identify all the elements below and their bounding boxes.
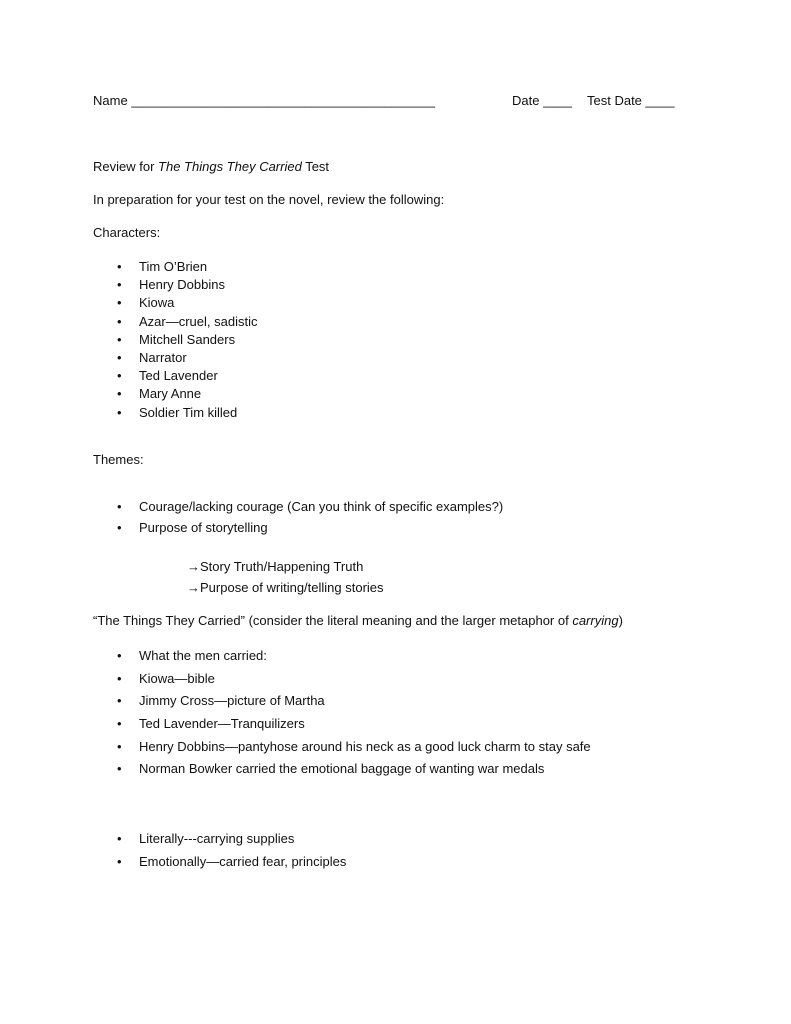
list-item-text: Norman Bowker carried the emotional baggage of wanting war medals	[139, 761, 545, 777]
page-title	[93, 158, 329, 176]
list-item-text: Purpose of storytelling	[139, 520, 268, 535]
bullet-icon: •	[117, 520, 122, 535]
bullet-icon: •	[117, 761, 122, 777]
title-prefix: Review for	[93, 159, 159, 174]
list-item	[93, 713, 591, 736]
list-item-text: What the men carried:	[139, 648, 267, 663]
test-date-blank: ____	[645, 93, 675, 108]
list-item-text: Henry Dobbins	[139, 277, 225, 293]
theme-subitem	[187, 558, 363, 576]
bullet-icon: •	[117, 277, 122, 293]
list-item	[93, 404, 257, 422]
bullet-icon: •	[117, 853, 122, 869]
bullet-icon: •	[117, 648, 122, 663]
list-item	[93, 258, 257, 276]
bullet-icon: •	[117, 313, 122, 329]
list-item	[93, 385, 257, 403]
bullet-icon: •	[117, 404, 122, 420]
list-item-text: Emotionally—carried fear, principles	[139, 853, 347, 869]
list-item-text: Courage/lacking courage (Can you think of specific examples?)	[139, 499, 504, 514]
list-item	[93, 736, 591, 759]
bullet-icon: •	[117, 259, 122, 274]
list-item-text: Ted Lavender	[139, 368, 218, 384]
list-item	[93, 851, 346, 874]
bullet-icon: •	[117, 716, 122, 732]
list-item	[93, 690, 591, 713]
theme-subitem	[187, 579, 384, 597]
list-item-text: Henry Dobbins—pantyhose around his neck as a good luck charm to stay safe	[139, 738, 591, 754]
name-blank: __________________________________________	[131, 93, 435, 108]
arrow-right-icon: →	[187, 580, 200, 595]
bullet-icon: •	[117, 670, 122, 686]
ttc-text-before: “The Things They Carried” (consider the literal meaning and the larger metaphor of	[93, 613, 573, 628]
list-item	[93, 828, 346, 851]
ttc-section-heading	[93, 612, 623, 630]
bullet-icon: •	[117, 386, 122, 402]
ttc-italic-word: carrying	[572, 613, 619, 628]
date-blank: ____	[543, 93, 573, 108]
list-item	[93, 313, 257, 331]
characters-list	[93, 258, 257, 422]
bullet-icon: •	[117, 349, 122, 365]
list-item	[93, 668, 591, 691]
date-label: Date	[512, 93, 540, 108]
subitem-text: Purpose of writing/telling stories	[200, 580, 384, 595]
bullet-icon: •	[117, 693, 122, 709]
bullet-icon: •	[117, 295, 122, 311]
themes-heading: Themes:	[93, 452, 144, 467]
intro-text: In preparation for your test on the novel, review the following:	[93, 192, 445, 207]
bullet-icon: •	[117, 831, 122, 846]
list-item-text: Jimmy Cross—picture of Martha	[139, 693, 325, 709]
list-item-text: Ted Lavender—Tranquilizers	[139, 716, 305, 732]
date-field	[512, 92, 572, 110]
bullet-icon: •	[117, 499, 122, 514]
list-item-text: Kiowa—bible	[139, 670, 215, 686]
list-item	[93, 498, 503, 519]
list-item	[93, 349, 257, 367]
bullet-icon: •	[117, 368, 122, 384]
list-item	[93, 519, 503, 540]
list-item-text: Azar—cruel, sadistic	[139, 313, 258, 329]
list-item	[93, 367, 257, 385]
arrow-right-icon: →	[187, 559, 200, 574]
carried-list	[93, 645, 591, 781]
test-date-label: Test Date	[587, 93, 642, 108]
title-book: The Things They Carried	[158, 159, 302, 174]
list-item-text: Mitchell Sanders	[139, 331, 236, 347]
list-item	[93, 758, 591, 781]
list-item-text: Kiowa	[139, 295, 175, 311]
list-item	[93, 294, 257, 312]
carrying-list	[93, 828, 346, 873]
list-item	[93, 276, 257, 294]
subitem-text: Story Truth/Happening Truth	[200, 559, 364, 574]
list-item-text: Tim O’Brien	[139, 259, 208, 274]
list-item-text: Literally---carrying supplies	[139, 831, 295, 846]
title-suffix: Test	[301, 159, 330, 174]
bullet-icon: •	[117, 331, 122, 347]
test-date-field	[587, 92, 674, 110]
characters-heading: Characters:	[93, 225, 161, 240]
list-item-text: Mary Anne	[139, 386, 202, 402]
name-label: Name	[93, 93, 128, 108]
bullet-icon: •	[117, 738, 122, 754]
list-item-text: Narrator	[139, 349, 187, 365]
list-item-text: Soldier Tim killed	[139, 404, 238, 420]
ttc-text-after: )	[618, 613, 623, 628]
list-item	[93, 331, 257, 349]
list-item	[93, 645, 591, 668]
name-field	[93, 92, 435, 110]
themes-list	[93, 498, 503, 540]
